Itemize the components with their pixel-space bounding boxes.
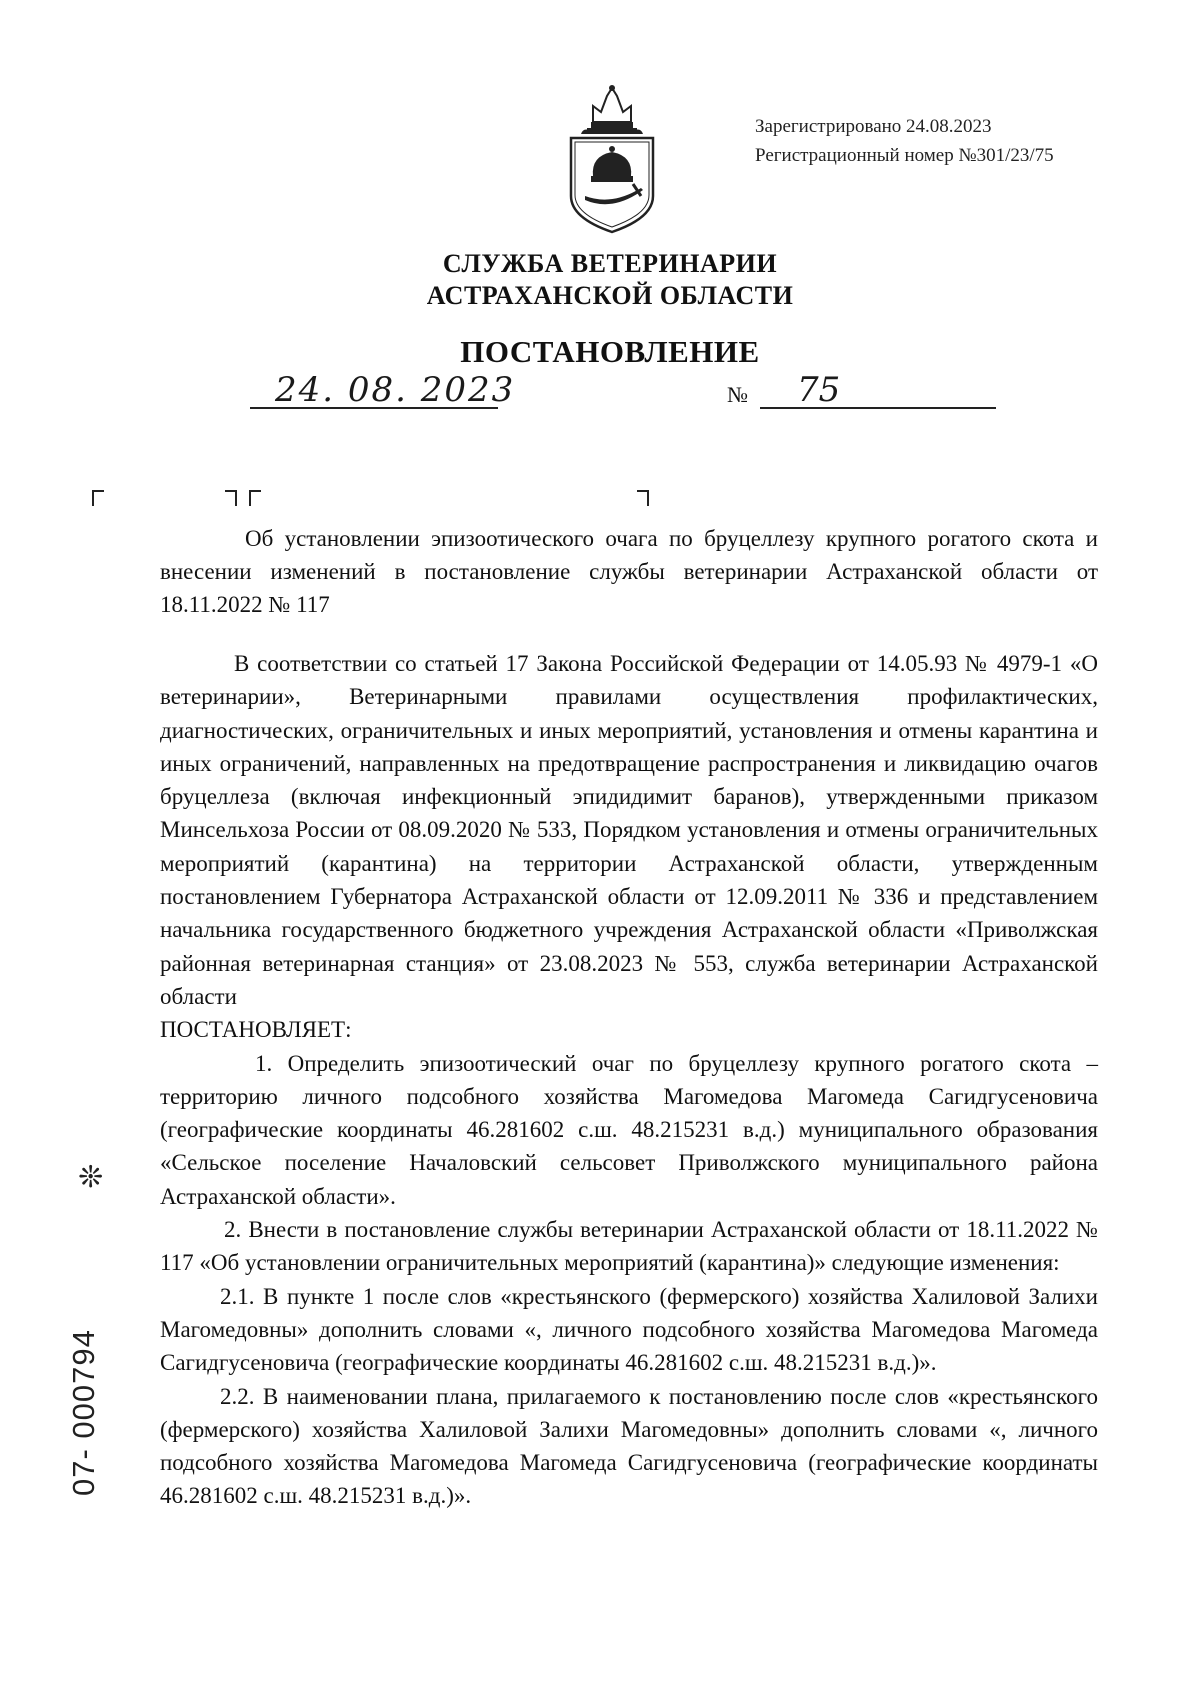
document-type-heading: ПОСТАНОВЛЕНИЕ [460,334,760,369]
preamble-paragraph: В соответствии со статьей 17 Закона Российской Федерации от 14.05.93 № 4979-1 «О ветеринарии», Ветеринарными правилами осуществления профилактических, диагностических, ограничительных и иных мероприятий, установления и отмены карантина и иных ограничений, направленных на предотвращение распространения и ликвидацию очагов бруцеллеза (включая инфекционный эпидидимит баранов), утвержденными приказом Минсельхоза России от 08.09.2020 № 533, Порядком установления и отмены ограничительных мероприятий (карантина) на территории Астраханской области, утвержденным постановлением Губернатора Астраханской области от 12.09.2011 № 336 и представлением начальника государственного бюджетного учреждения Астраханской области «Приволжская районная ветеринарная станция» от 23.08.2023 № 553, служба ветеринарии Астраханской области [160,651,1098,1009]
side-mark-icon: ❊ [78,1160,104,1195]
organization-name-line2: АСТРАХАНСКОЙ ОБЛАСТИ [426,281,794,310]
item-2-2-paragraph: 2.2. В наименовании плана, прилагаемого к постановлению после слов «крестьянского (фермерского) хозяйства Халиловой Залихи Магомедовны» дополнить словами «, личного подсобного хозяйства Магомедова Магомеда Сагидгусеновича (географические координаты 46.281602 с.ш. 48.215231 в.д.)». [160,1383,1098,1509]
title-bracket-right-outer [637,490,649,506]
handwritten-number: 75 [797,370,841,410]
registration-number: Регистрационный номер №301/23/75 [755,145,1054,166]
side-serial-number: 07- 000794 [66,1329,101,1496]
document-title: Об установлении эпизоотического очага по бруцеллезу крупного рогатого скота и внесении изменений в постановление службы ветеринарии Астраханской области от 18.11.2022 № 117 [160,526,1098,617]
registration-stamp [755,112,1054,170]
coat-of-arms-icon [563,84,661,234]
item-1-paragraph: 1. Определить эпизоотический очаг по бруцеллезу крупного рогатого скота – территорию личного подсобного хозяйства Магомедова Магомеда Сагидгусеновича (географические координаты 46.281602 с.ш. 48.215231 в.д.) муниципального образования «Сельское поселение Началовский сельсовет Приволжского муниципального района Астраханской области». [160,1050,1098,1209]
item-2-paragraph: 2. Внести в постановление службы ветеринарии Астраханской области от 18.11.2022 № 117 «Об установлении ограничительных мероприятий (карантина)» следующие изменения: [160,1217,1098,1276]
title-bracket-left-outer [92,490,104,506]
item-2-1-paragraph: 2.1. В пункте 1 после слов «крестьянского (фермерского) хозяйства Халиловой Залихи Магомедовны» дополнить словами «, личного подсобного хозяйства Магомедова Магомеда Сагидгусеновича (географические координаты 46.281602 с.ш. 48.215231 в.д.)». [160,1283,1098,1376]
registration-date: Зарегистрировано 24.08.2023 [755,116,992,137]
title-bracket-left-inner [225,490,237,506]
number-underline [760,407,996,409]
handwritten-date: 24. 08. 2023 [275,370,516,410]
title-bracket-right-inner [249,490,261,506]
number-sign: № [727,382,748,407]
organization-name-line1: СЛУЖБА ВЕТЕРИНАРИИ [442,249,778,278]
document-body [160,647,1098,1513]
date-underline [250,407,498,409]
decree-word: ПОСТАНОВЛЯЕТ: [160,1017,352,1043]
